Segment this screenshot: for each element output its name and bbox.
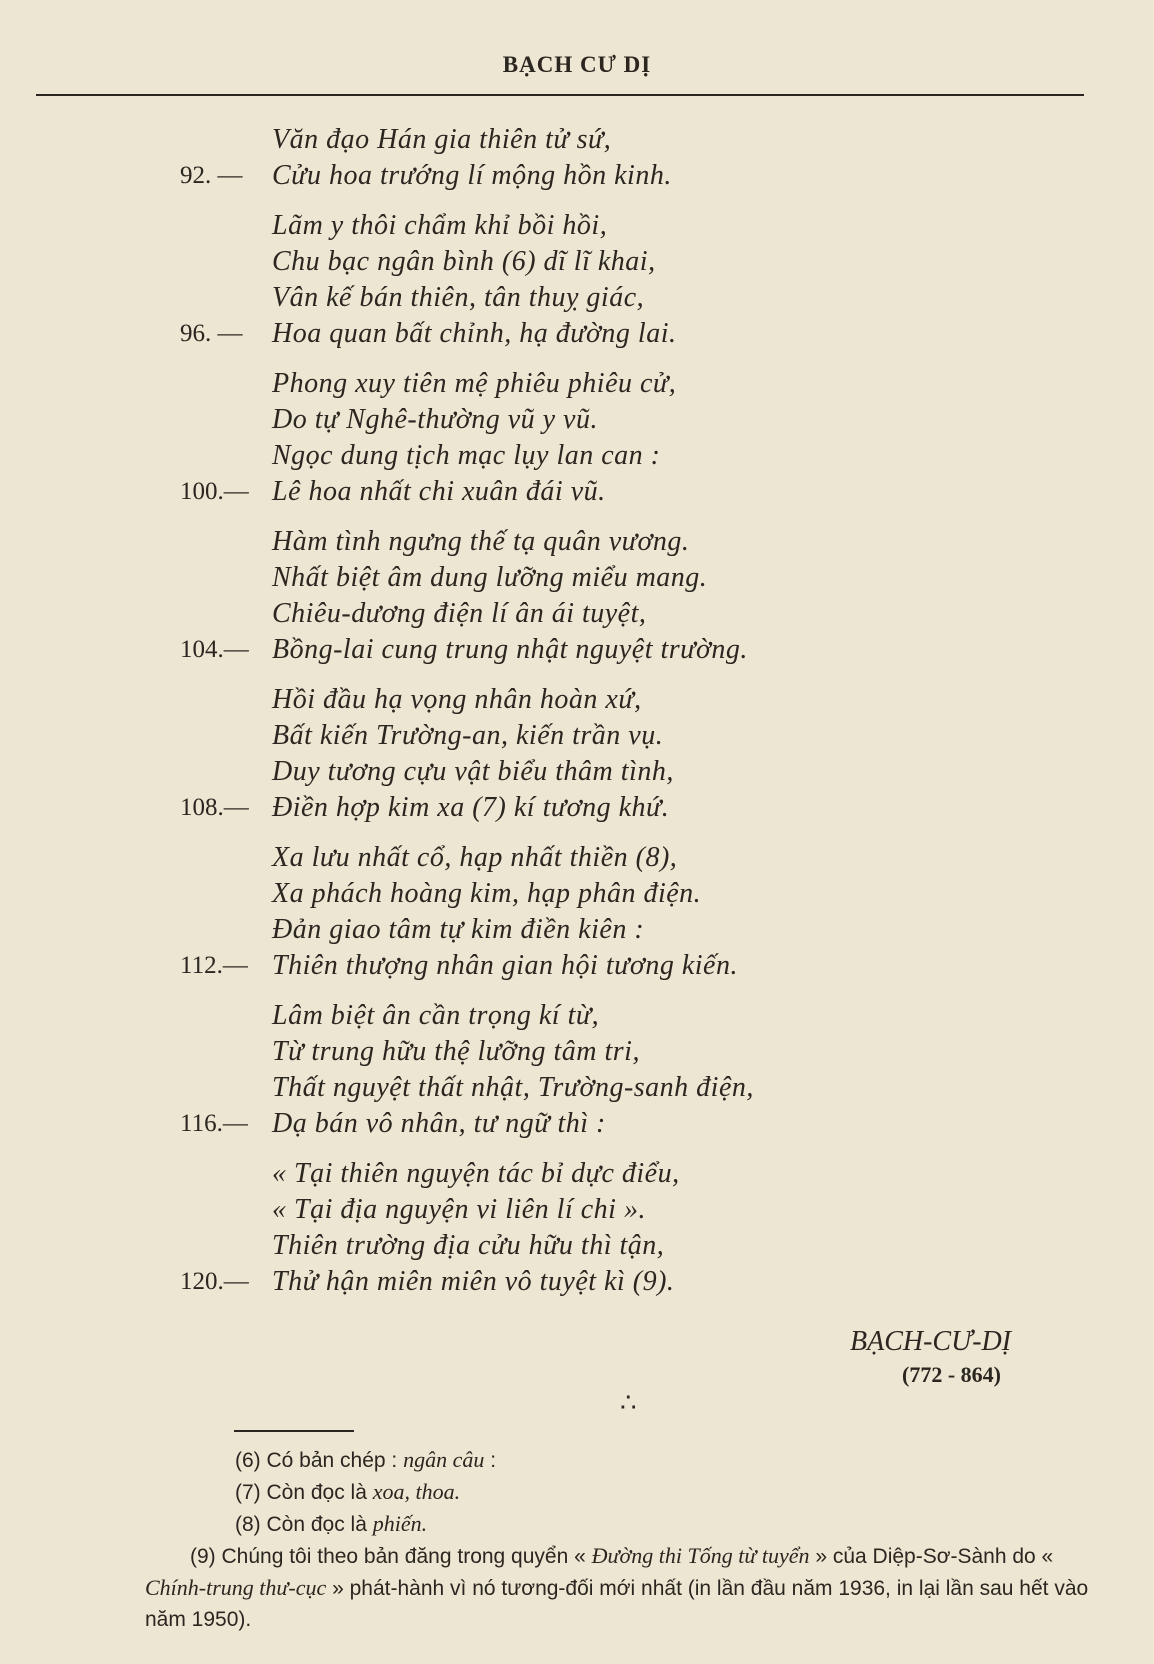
poem-line	[0, 682, 1154, 718]
line-text: Xa lưu nhất cổ, hạp nhất thiền (8),	[272, 842, 678, 873]
poem-line	[0, 876, 1154, 912]
line-text: Thất nguyệt thất nhật, Trường-sanh điện,	[272, 1072, 754, 1103]
poem-line	[0, 1228, 1154, 1264]
footnote-7-prefix: (7) Còn đọc là	[235, 1481, 367, 1504]
poem-line	[0, 998, 1154, 1034]
stanza	[0, 682, 1154, 826]
poem-line	[0, 718, 1154, 754]
poem-line	[0, 1264, 1154, 1300]
footnote-9-e: » phát-hành vì nó tương-đối mới nhất (in lần đầu năm 1936, in lại lần sau hết vào năm 1950).	[145, 1577, 1089, 1631]
line-text: Cửu hoa trướng lí mộng hồn kinh.	[272, 160, 672, 191]
poem-line	[0, 840, 1154, 876]
line-number: 112.—	[180, 952, 248, 979]
line-text: « Tại địa nguyện vi liên lí chi ».	[272, 1194, 646, 1225]
poem-line	[0, 1192, 1154, 1228]
line-number: 92. —	[180, 162, 243, 189]
poem-line	[0, 1106, 1154, 1142]
line-text: Hồi đầu hạ vọng nhân hoàn xứ,	[272, 684, 642, 715]
poem-line	[0, 122, 1154, 158]
stanza	[0, 840, 1154, 984]
footnote-6-prefix: (6) Có bản chép :	[235, 1449, 398, 1472]
line-text: Thiên trường địa cửu hữu thì tận,	[272, 1230, 665, 1261]
poem-line	[0, 316, 1154, 352]
footnote-9	[145, 1540, 1100, 1635]
poem-line	[0, 1070, 1154, 1106]
poem-line	[0, 912, 1154, 948]
footnote-9-a: (9) Chúng tôi theo bản đăng trong quyển «	[190, 1545, 586, 1568]
line-text: Do tự Nghê-thường vũ y vũ.	[272, 404, 598, 435]
line-text: Ngọc dung tịch mạc lụy lan can :	[272, 440, 661, 471]
stanza	[0, 998, 1154, 1142]
footnote-9-book: Đường thi Tống từ tuyển	[591, 1543, 810, 1568]
line-text: Lâm biệt ân cần trọng kí từ,	[272, 1000, 600, 1031]
line-number: 96. —	[180, 320, 243, 347]
line-text: Nhất biệt âm dung lưỡng miểu mang.	[272, 562, 708, 593]
line-number: 100.—	[180, 478, 249, 505]
footnote-6-suffix: :	[484, 1449, 497, 1472]
line-text: Thiên thượng nhân gian hội tương kiến.	[272, 950, 738, 981]
line-text: Bất kiến Trường-an, kiến trần vụ.	[272, 720, 664, 751]
line-text: Duy tương cựu vật biểu thâm tình,	[272, 756, 674, 787]
page-header: BẠCH CƯ DỊ	[502, 52, 652, 77]
poem-line	[0, 158, 1154, 194]
poem-line	[0, 438, 1154, 474]
ornament: ∴	[620, 1388, 637, 1418]
line-text: Lãm y thôi chẩm khỉ bồi hồi,	[272, 210, 608, 241]
poem-line	[0, 524, 1154, 560]
poem-line	[0, 754, 1154, 790]
line-text: Vân kế bán thiên, tân thuỵ giác,	[272, 282, 645, 313]
stanza	[0, 208, 1154, 352]
line-text: Thử hận miên miên vô tuyệt kì (9).	[272, 1266, 675, 1297]
poem-line	[0, 1156, 1154, 1192]
line-text: « Tại thiên nguyện tác bỉ dực điểu,	[272, 1158, 680, 1189]
author-dates: (772 - 864)	[902, 1362, 1001, 1387]
footnotes	[145, 1444, 1100, 1635]
line-number: 108.—	[180, 794, 249, 821]
stanza	[0, 122, 1154, 194]
footnote-6	[190, 1444, 1100, 1476]
poem-line	[0, 244, 1154, 280]
author-name: BẠCH-CƯ-DỊ	[850, 1326, 1012, 1357]
poem-line	[0, 948, 1154, 984]
footnote-8-italic: phiến.	[372, 1511, 428, 1536]
line-text: Chiêu-dương điện lí ân ái tuyệt,	[272, 598, 647, 629]
line-text: Lê hoa nhất chi xuân đái vũ.	[272, 476, 606, 507]
line-text: Điền hợp kim xa (7) kí tương khứ.	[272, 792, 670, 823]
line-number: 104.—	[180, 636, 249, 663]
line-text: Bồng-lai cung trung nhật nguyệt trường.	[272, 634, 748, 665]
line-text: Chu bạc ngân bình (6) dĩ lĩ khai,	[272, 246, 656, 277]
line-text: Phong xuy tiên mệ phiêu phiêu cử,	[272, 368, 677, 399]
line-text: Dạ bán vô nhân, tư ngữ thì :	[272, 1108, 606, 1139]
poem-line	[0, 474, 1154, 510]
poem-line	[0, 790, 1154, 826]
footnote-rule	[234, 1430, 354, 1432]
footnote-7	[190, 1476, 1100, 1508]
poem-line	[0, 402, 1154, 438]
line-text: Xa phách hoàng kim, hạp phân điện.	[272, 878, 702, 909]
line-text: Hàm tình ngưng thế tạ quân vương.	[272, 526, 690, 557]
footnote-6-italic: ngân câu	[403, 1447, 485, 1472]
line-text: Từ trung hữu thệ lưỡng tâm tri,	[272, 1036, 640, 1067]
line-text: Văn đạo Hán gia thiên tử sứ,	[272, 124, 612, 155]
line-text: Đản giao tâm tự kim điền kiên :	[272, 914, 645, 945]
stanza	[0, 524, 1154, 668]
footnote-7-italic: xoa, thoa.	[372, 1479, 461, 1504]
poem-line	[0, 560, 1154, 596]
poem-line	[0, 280, 1154, 316]
stanza	[0, 366, 1154, 510]
poem-line	[0, 1034, 1154, 1070]
poem	[0, 122, 1154, 1314]
poem-line	[0, 208, 1154, 244]
header-rule	[36, 94, 1084, 96]
line-number: 120.—	[180, 1268, 249, 1295]
poem-line	[0, 366, 1154, 402]
footnote-8	[190, 1508, 1100, 1540]
footnote-9-c: » của Diệp-Sơ-Sành do «	[815, 1545, 1054, 1568]
line-text: Hoa quan bất chỉnh, hạ đường lai.	[272, 318, 677, 349]
poem-line	[0, 632, 1154, 668]
footnote-9-publisher: Chính-trung thư-cục	[145, 1575, 327, 1600]
poem-line	[0, 596, 1154, 632]
line-number: 116.—	[180, 1110, 248, 1137]
stanza	[0, 1156, 1154, 1300]
footnote-8-prefix: (8) Còn đọc là	[235, 1513, 367, 1536]
